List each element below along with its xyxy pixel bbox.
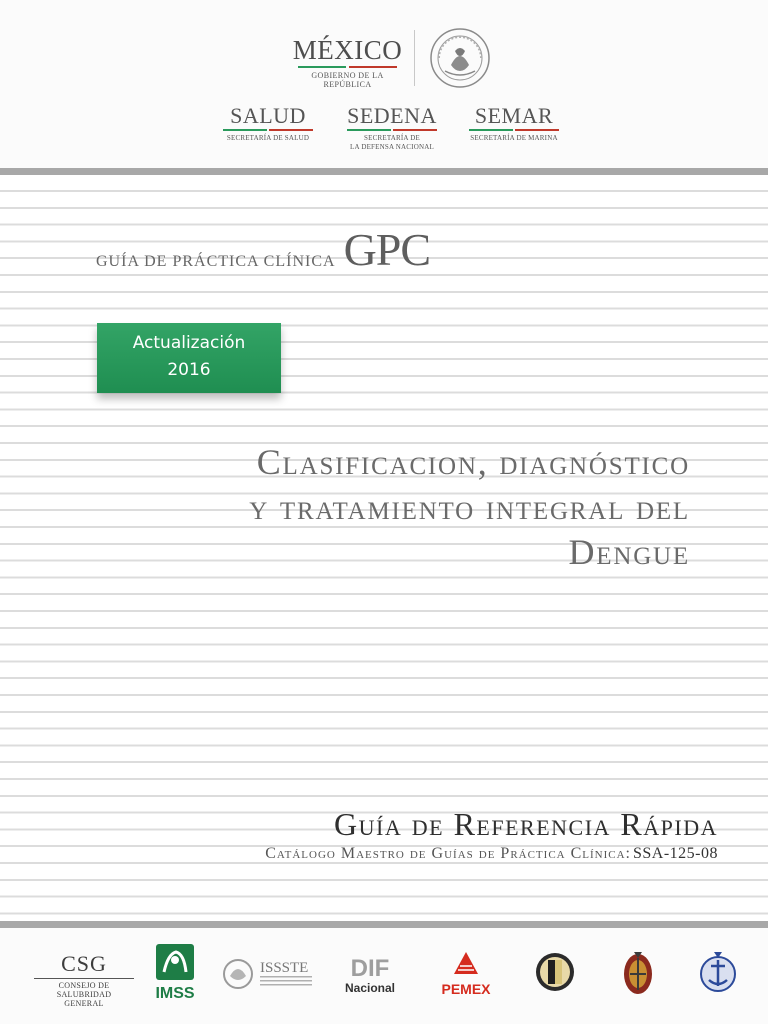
document-title: [249, 440, 690, 575]
pemex-text: PEMEX: [441, 981, 491, 997]
national-seal-icon: [429, 27, 491, 89]
army-emblem-icon: [535, 950, 575, 994]
header-divider: [414, 30, 415, 86]
footer-logos: [0, 928, 768, 1024]
agency-salud: [216, 104, 320, 143]
badge-label: Actualización: [132, 333, 246, 353]
csg-logo: [34, 952, 134, 1008]
mexico-color-bars: [290, 66, 405, 68]
agency-name: SALUD: [230, 103, 306, 128]
agency-name: SEMAR: [474, 103, 554, 128]
imss-logo-icon: [154, 944, 196, 1002]
agency-subtitle: SECRETARÍA DE: [364, 134, 420, 142]
agency-subtitle: SECRETARÍA DE MARINA: [470, 134, 558, 142]
agency-subtitle-2: LA DEFENSA NACIONAL: [350, 143, 434, 151]
issste-logo-icon: [220, 954, 316, 994]
guide-acronym: GPC: [343, 224, 431, 275]
navy-emblem-icon: [620, 948, 656, 998]
catalog-line: [265, 845, 718, 863]
dif-text: DIF: [350, 955, 390, 982]
title-line-3: Dengue: [568, 532, 690, 572]
bottom-divider: [0, 921, 768, 928]
title-line-2: y tratamiento integral del: [249, 487, 690, 527]
badge-year: 2016: [167, 360, 211, 380]
issste-text: ISSSTE: [260, 960, 309, 976]
csg-line-2: GENERAL: [64, 999, 104, 1008]
guide-label: GUÍA DE PRÁCTICA CLÍNICA: [96, 253, 336, 270]
anchor-emblem-icon: [698, 948, 738, 996]
dif-subtext: Nacional: [345, 981, 395, 995]
pemex-logo-icon: [434, 950, 498, 998]
agency-semar: [464, 104, 564, 143]
update-badge: [97, 323, 281, 393]
csg-acronym: CSG: [61, 951, 107, 976]
imss-text: IMSS: [155, 985, 195, 1002]
catalog-code: SSA-125-08: [632, 845, 718, 862]
mexico-title: MÉXICO: [292, 35, 403, 65]
csg-line-1: CONSEJO DE SALUBRIDAD: [56, 981, 112, 999]
mexico-logo: [290, 36, 405, 89]
reference-heading: Guía de Referencia Rápida: [334, 806, 718, 842]
header: [0, 0, 768, 168]
agency-name: SEDENA: [347, 103, 437, 128]
catalog-label: Catálogo Maestro de Guías de Práctica Clínica:: [265, 845, 631, 862]
agency-subtitle: SECRETARÍA DE SALUD: [226, 134, 310, 142]
top-divider: [0, 168, 768, 175]
title-line-1: Clasificacion, diagnóstico: [256, 442, 690, 482]
dif-logo-icon: [345, 952, 395, 998]
mexico-subtitle: GOBIERNO DE LA REPÚBLICA: [311, 71, 384, 89]
guide-heading: [96, 226, 430, 274]
agency-sedena: [342, 104, 442, 152]
